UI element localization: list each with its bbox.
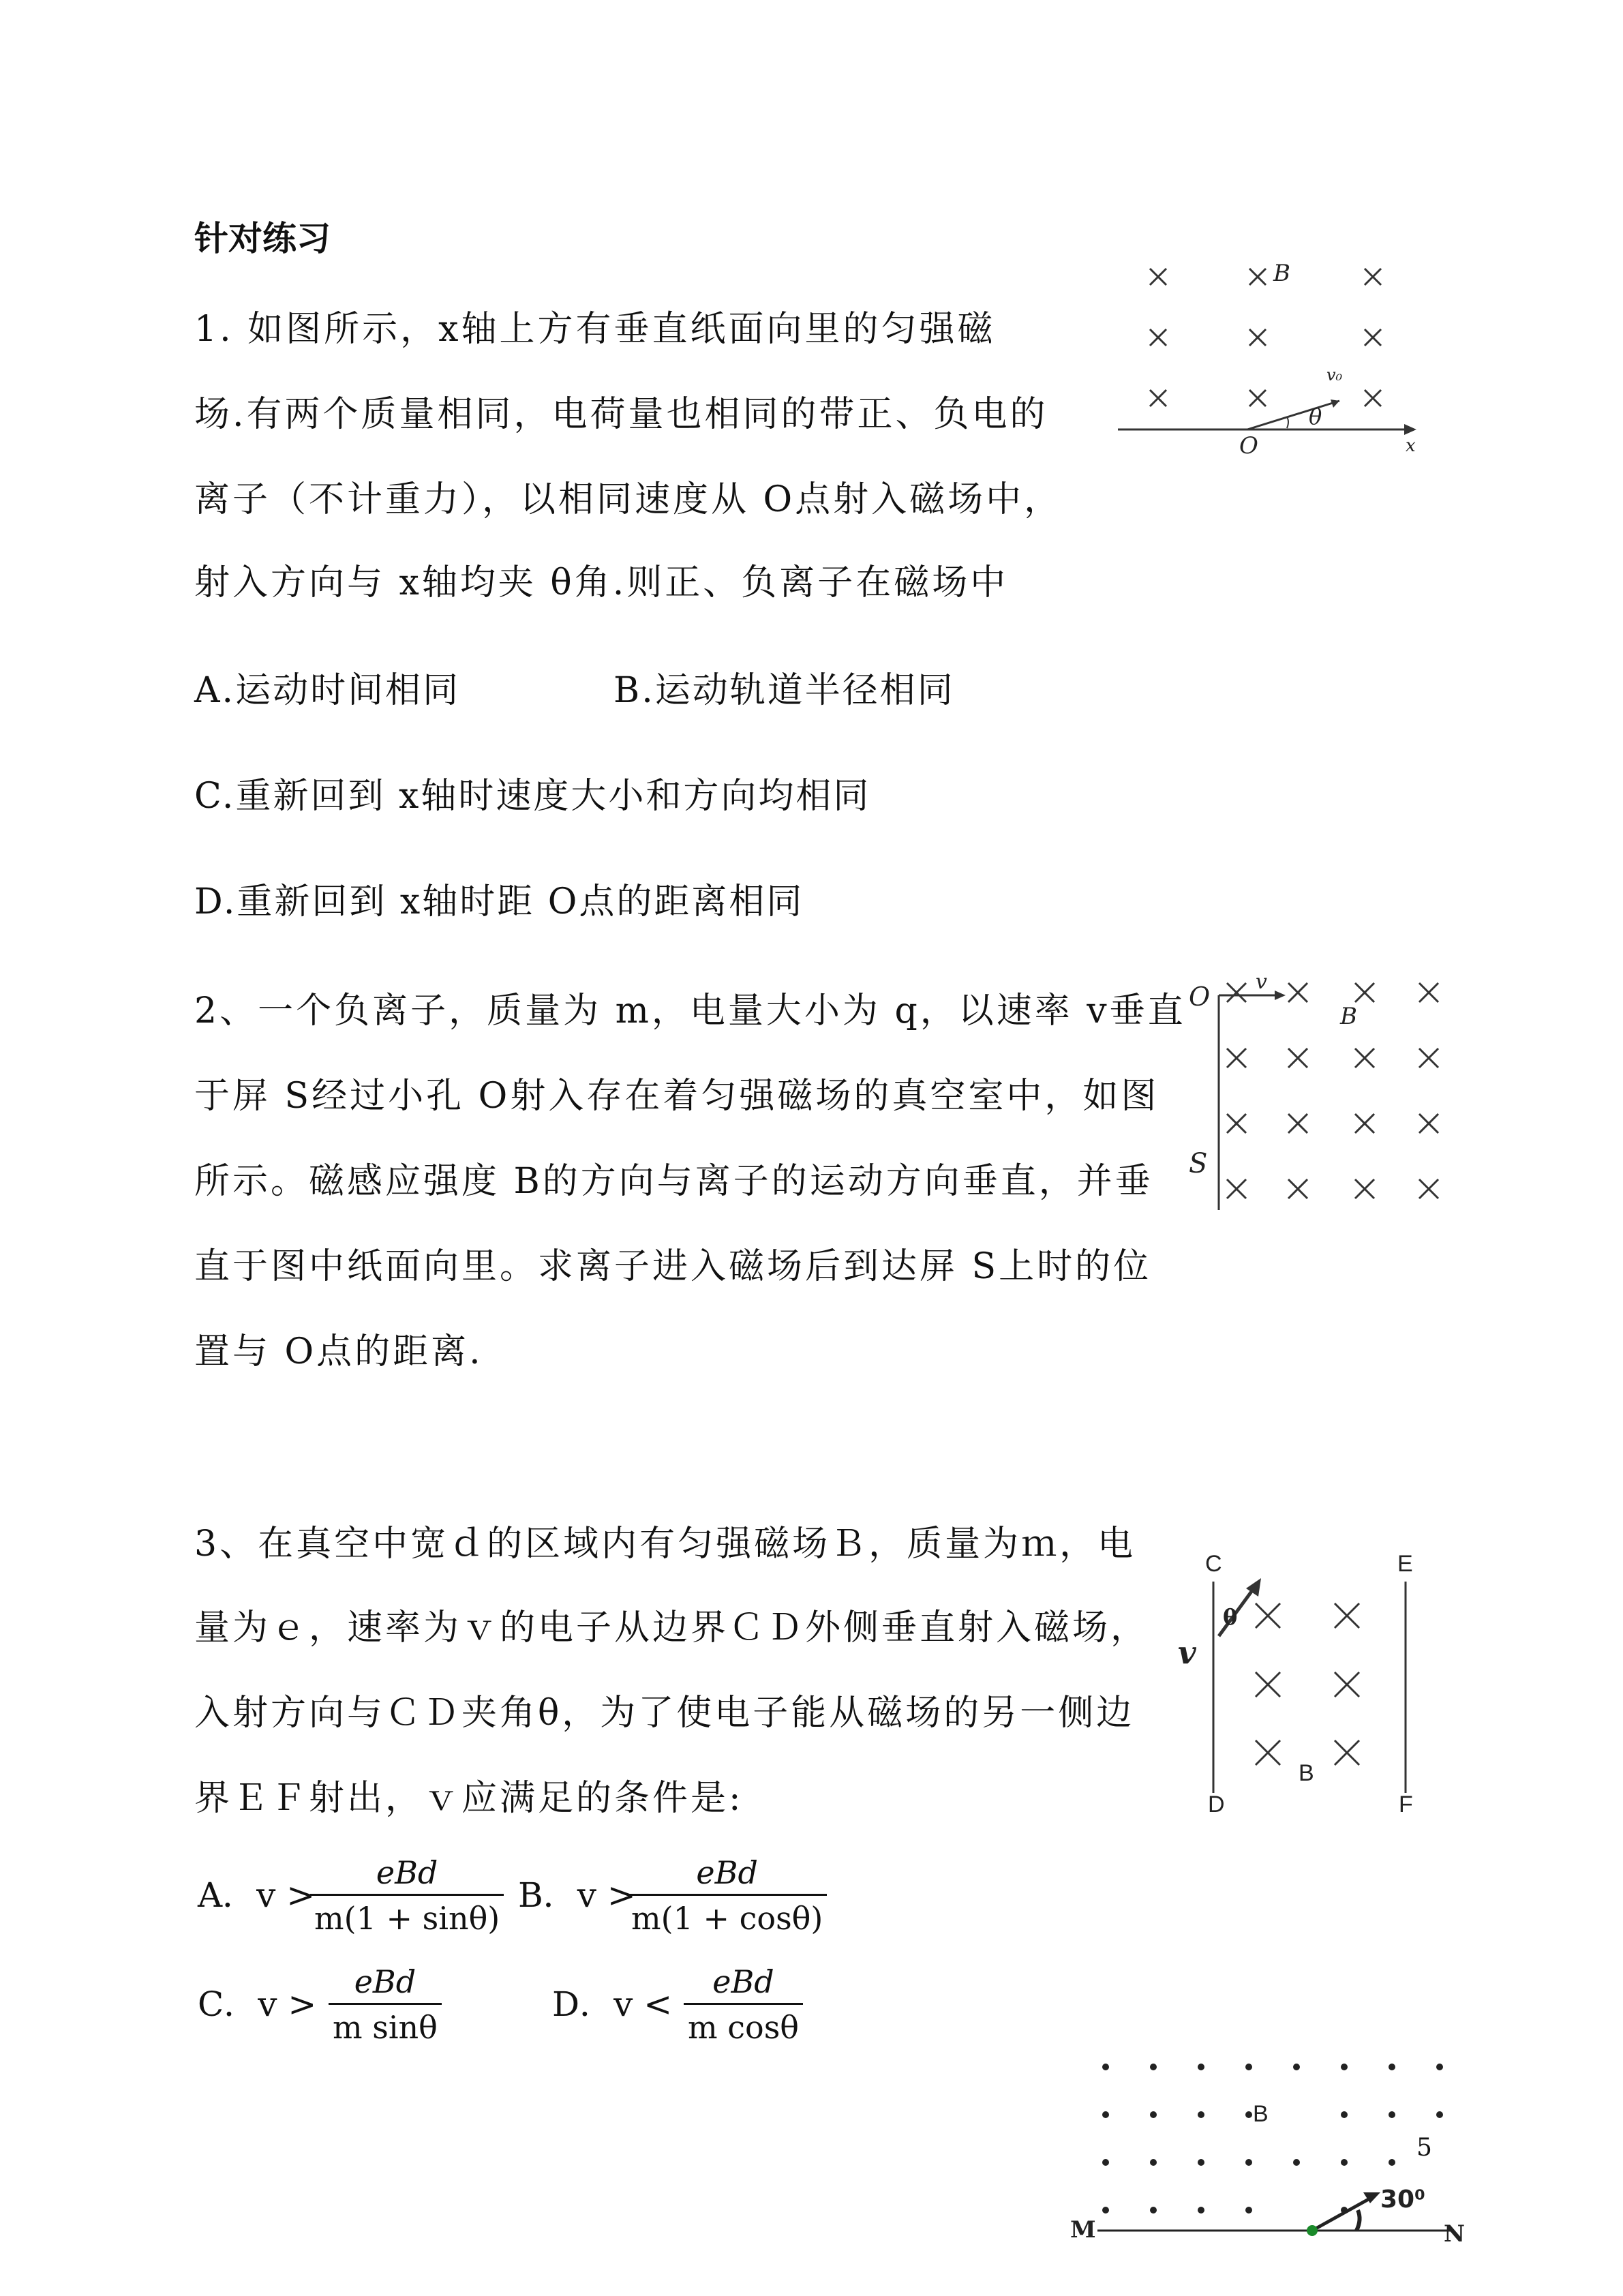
q2-line-3: 所示。磁感应强度 B的方向与离子的运动方向垂直，并垂 [194,1161,1153,1202]
q1-line-4: 射入方向与 x轴均夹 θ角.则正、负离子在磁场中 [194,562,1009,603]
q3-line-3: 入射方向与ＣＤ夹角θ，为了使电子能从磁场的另一侧边 [194,1693,1135,1734]
q2-line-4: 直于图中纸面向里。求离子进入磁场后到达屏 S上时的位 [194,1246,1152,1287]
q4-fig-label-b: B [1253,2101,1269,2127]
q3-option-b-label: B．v > [518,1875,636,1915]
page-number: 5 [1416,2134,1432,2162]
q3-option-d-fraction [684,1963,803,2046]
q3-line-2: 量为ｅ，速率为ｖ的电子从边界ＣＤ外侧垂直射入磁场， [194,1607,1149,1648]
q1-line-3: 离子（不计重力），以相同速度从 O点射入磁场中， [194,479,1063,520]
q1-option-a: A.运动时间相同 [194,670,461,711]
q2-fig-label-s: S [1189,1148,1208,1179]
q2-fig-label-b: B [1340,1003,1357,1030]
q3-option-d-label: D．v < [552,1984,673,2024]
q2-line-2: 于屏 S经过小孔 O射入存在着匀强磁场的真空室中，如图 [194,1076,1159,1117]
q3-fig-label-c: C [1205,1551,1222,1577]
q1-fig-label-theta: θ [1309,404,1322,429]
q2-fig-label-o: O [1189,982,1211,1012]
q1-fig-label-v: v₀ [1326,365,1343,384]
q2-line-5: 置与 O点的距离. [194,1331,483,1372]
q4-fig-label-angle: 30⁰ [1380,2186,1425,2214]
q2-screen-field-figure [1179,968,1466,1227]
q3-strip-field-figure [1159,1541,1445,1827]
q3-option-c-label: C．v > [198,1984,317,2024]
q1-option-c: C.重新回到 x轴时速度大小和方向均相同 [194,776,871,817]
q4-fig-label-m: M [1070,2216,1096,2244]
q3-line-1: 3、在真空中宽ｄ的区域内有匀强磁场Ｂ，质量为ｍ，电 [194,1524,1136,1565]
q1-line-1: 1. 如图所示，x轴上方有垂直纸面向里的匀强磁 [194,309,996,350]
q3-option-c-numerator: eBd [354,1963,416,2000]
q3-option-b-fraction [627,1854,827,1937]
q3-option-a-label: A．v > [198,1875,316,1915]
q3-option-c-denominator: m sinθ [329,2003,442,2046]
q2-fig-label-v: v [1256,970,1267,994]
q3-option-b-numerator: eBd [696,1854,758,1891]
q3-fig-label-f: F [1399,1792,1413,1817]
q3-option-b-denominator: m(1 + cosθ) [627,1894,827,1937]
q3-option-a-numerator: eBd [376,1854,438,1891]
q3-fig-label-d: D [1208,1792,1225,1817]
q1-fig-label-b: B [1273,260,1290,287]
section-heading: 针对练习 [194,219,331,258]
q1-magnetic-field-figure [1104,252,1431,457]
q3-line-4: 界ＥＦ射出，ｖ应满足的条件是: [194,1778,744,1819]
q3-fig-label-b: B [1299,1760,1314,1786]
q3-fig-label-e: E [1397,1551,1413,1577]
q3-option-a-fraction [310,1854,504,1937]
q3-option-d-denominator: m cosθ [684,2003,803,2046]
q2-line-1: 2、一个负离子，质量为 m，电量大小为 q，以速率 v垂直 [194,991,1186,1031]
q1-fig-label-o: O [1239,432,1258,457]
q3-fig-label-theta: θ [1223,1604,1238,1630]
q3-option-a-denominator: m(1 + sinθ) [310,1894,504,1937]
q1-line-2: 场.有两个质量相同，电荷量也相同的带正、负电的 [194,394,1048,435]
q3-fig-label-v: v [1178,1634,1196,1671]
q4-fig-label-n: N [1444,2220,1466,2248]
q3-option-c-fraction [329,1963,442,2046]
q3-option-d-numerator: eBd [712,1963,774,2000]
q1-option-b: B.运动轨道半径相同 [613,670,955,711]
q1-option-d: D.重新回到 x轴时距 O点的距离相同 [194,881,804,922]
q1-fig-label-x: x [1406,436,1416,456]
